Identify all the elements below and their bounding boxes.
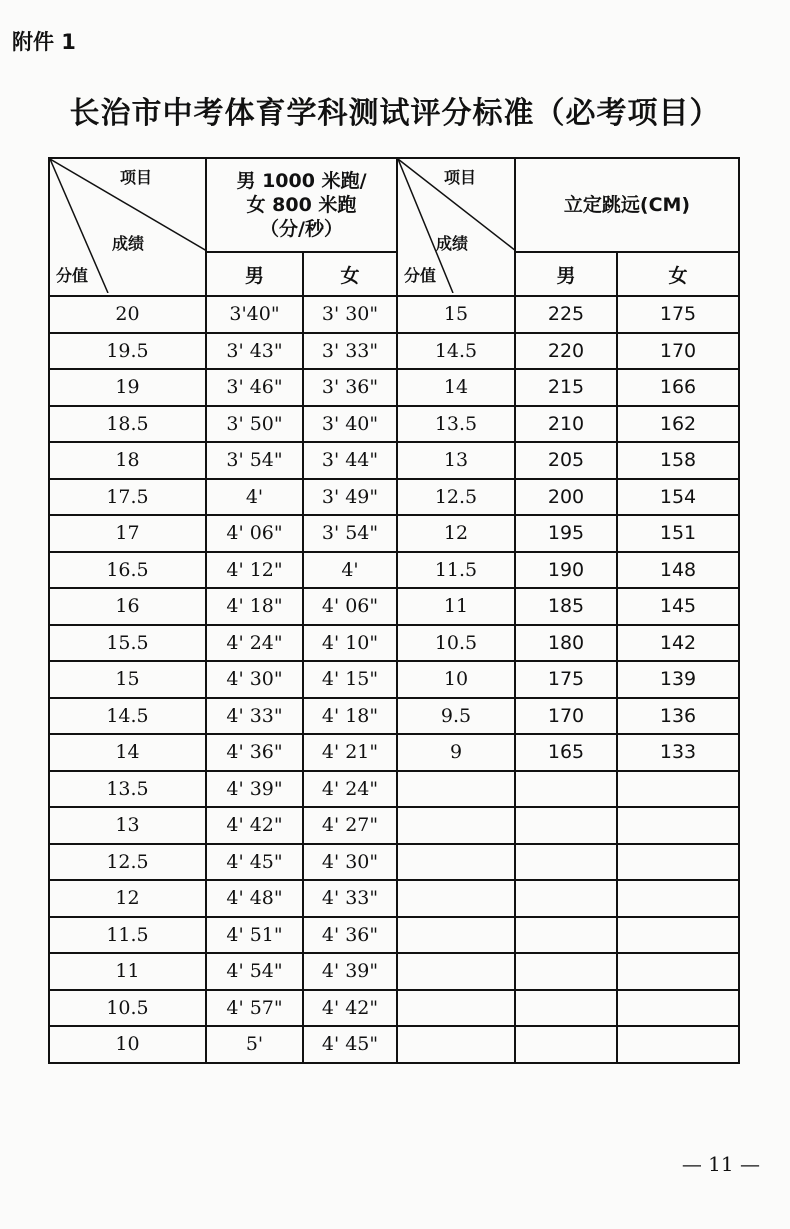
run-male-cell: 4' 45" [206, 844, 303, 881]
jump-female-cell [617, 844, 739, 881]
run-female-cell: 3' 33" [303, 333, 397, 370]
run-score-cell: 13 [49, 807, 206, 844]
table-row [49, 369, 739, 406]
run-diagonal-header [49, 158, 206, 296]
jump-female-header: 女 [617, 252, 739, 296]
run-score-cell: 16 [49, 588, 206, 625]
jump-score-cell: 11.5 [397, 552, 515, 589]
run-female-cell: 4' 33" [303, 880, 397, 917]
jump-female-cell: 136 [617, 698, 739, 735]
jump-score-cell [397, 1026, 515, 1063]
run-male-cell: 4' 57" [206, 990, 303, 1027]
item-label: 项目 [120, 168, 153, 187]
header-row [49, 158, 739, 252]
jump-male-cell [515, 917, 617, 954]
run-female-cell: 4' 30" [303, 844, 397, 881]
table-row [49, 552, 739, 589]
run-score-cell: 15 [49, 661, 206, 698]
jump-score-cell: 9 [397, 734, 515, 771]
run-female-cell: 3' 40" [303, 406, 397, 443]
jump-score-cell: 14 [397, 369, 515, 406]
table-row [49, 1026, 739, 1063]
jump-score-cell: 15 [397, 296, 515, 333]
run-female-cell: 3' 36" [303, 369, 397, 406]
jump-female-cell [617, 953, 739, 990]
table-row [49, 515, 739, 552]
jump-female-cell: 145 [617, 588, 739, 625]
jump-female-cell [617, 771, 739, 808]
run-male-cell: 4' 12" [206, 552, 303, 589]
jump-male-cell [515, 990, 617, 1027]
run-male-cell: 4' 51" [206, 917, 303, 954]
run-female-cell: 4' 36" [303, 917, 397, 954]
run-male-cell: 4' 36" [206, 734, 303, 771]
grade-label: 成绩 [436, 234, 469, 253]
run-female-cell: 3' 49" [303, 479, 397, 516]
table-row [49, 990, 739, 1027]
table-row [49, 917, 739, 954]
jump-male-cell [515, 771, 617, 808]
run-female-header: 女 [303, 252, 397, 296]
table-row [49, 698, 739, 735]
jump-female-cell: 139 [617, 661, 739, 698]
run-female-cell: 4' 18" [303, 698, 397, 735]
table-row [49, 807, 739, 844]
run-male-cell: 4' 06" [206, 515, 303, 552]
run-male-cell: 4' 48" [206, 880, 303, 917]
table-row [49, 880, 739, 917]
run-male-cell: 4' 24" [206, 625, 303, 662]
run-score-cell: 11 [49, 953, 206, 990]
jump-female-cell: 158 [617, 442, 739, 479]
jump-diagonal-header [397, 158, 515, 296]
run-male-cell: 5' [206, 1026, 303, 1063]
run-event-title: 男 1000 米跑/ 女 800 米跑 （分/秒） [206, 158, 397, 252]
jump-male-cell: 170 [515, 698, 617, 735]
jump-male-cell [515, 880, 617, 917]
page-number: — 11 — [681, 1152, 760, 1176]
run-score-cell: 16.5 [49, 552, 206, 589]
jump-male-cell: 165 [515, 734, 617, 771]
run-male-cell: 3' 54" [206, 442, 303, 479]
jump-score-cell: 13 [397, 442, 515, 479]
jump-female-cell [617, 917, 739, 954]
jump-score-cell: 9.5 [397, 698, 515, 735]
score-label: 分值 [56, 266, 89, 285]
jump-male-cell [515, 844, 617, 881]
jump-score-cell: 14.5 [397, 333, 515, 370]
jump-female-cell: 170 [617, 333, 739, 370]
jump-male-cell: 225 [515, 296, 617, 333]
run-male-cell: 4' 18" [206, 588, 303, 625]
run-score-cell: 14.5 [49, 698, 206, 735]
run-male-cell: 3' 43" [206, 333, 303, 370]
jump-male-cell: 215 [515, 369, 617, 406]
scoring-table [48, 157, 740, 1064]
run-male-cell: 3'40" [206, 296, 303, 333]
run-female-cell: 3' 54" [303, 515, 397, 552]
run-score-cell: 20 [49, 296, 206, 333]
run-male-header: 男 [206, 252, 303, 296]
jump-event-title: 立定跳远(CM) [515, 158, 739, 252]
table-row [49, 406, 739, 443]
run-female-cell: 4' [303, 552, 397, 589]
table-row [49, 333, 739, 370]
run-female-cell: 4' 10" [303, 625, 397, 662]
jump-female-cell [617, 1026, 739, 1063]
run-score-cell: 19.5 [49, 333, 206, 370]
run-score-cell: 11.5 [49, 917, 206, 954]
table-row [49, 625, 739, 662]
jump-male-cell [515, 807, 617, 844]
jump-male-cell: 205 [515, 442, 617, 479]
run-score-cell: 12.5 [49, 844, 206, 881]
jump-score-cell [397, 990, 515, 1027]
table-row [49, 953, 739, 990]
run-male-cell: 3' 46" [206, 369, 303, 406]
run-score-cell: 17.5 [49, 479, 206, 516]
jump-female-cell [617, 990, 739, 1027]
jump-male-header: 男 [515, 252, 617, 296]
run-score-cell: 18 [49, 442, 206, 479]
run-male-cell: 4' 39" [206, 771, 303, 808]
page-title: 长治市中考体育学科测试评分标准（必考项目） [69, 96, 721, 131]
run-female-cell: 4' 39" [303, 953, 397, 990]
jump-male-cell: 210 [515, 406, 617, 443]
jump-female-cell [617, 807, 739, 844]
annex-label: 附件 1 [12, 30, 76, 54]
run-female-cell: 4' 45" [303, 1026, 397, 1063]
run-male-cell: 4' 30" [206, 661, 303, 698]
run-female-cell: 3' 44" [303, 442, 397, 479]
run-female-cell: 4' 06" [303, 588, 397, 625]
table-row [49, 734, 739, 771]
jump-score-cell: 10 [397, 661, 515, 698]
jump-score-cell [397, 917, 515, 954]
run-score-cell: 19 [49, 369, 206, 406]
jump-female-cell: 175 [617, 296, 739, 333]
run-score-cell: 17 [49, 515, 206, 552]
jump-score-cell [397, 771, 515, 808]
jump-male-cell [515, 1026, 617, 1063]
jump-male-cell: 220 [515, 333, 617, 370]
jump-female-cell [617, 880, 739, 917]
run-male-cell: 4' 33" [206, 698, 303, 735]
jump-score-cell: 12.5 [397, 479, 515, 516]
run-female-cell: 4' 42" [303, 990, 397, 1027]
jump-female-cell: 142 [617, 625, 739, 662]
jump-female-cell: 166 [617, 369, 739, 406]
jump-male-cell: 185 [515, 588, 617, 625]
jump-male-cell: 200 [515, 479, 617, 516]
jump-score-cell: 10.5 [397, 625, 515, 662]
jump-male-cell: 190 [515, 552, 617, 589]
jump-female-cell: 133 [617, 734, 739, 771]
run-female-cell: 4' 27" [303, 807, 397, 844]
run-male-cell: 4' 42" [206, 807, 303, 844]
run-score-cell: 10.5 [49, 990, 206, 1027]
jump-score-cell: 11 [397, 588, 515, 625]
run-female-cell: 4' 15" [303, 661, 397, 698]
run-male-cell: 3' 50" [206, 406, 303, 443]
jump-female-cell: 148 [617, 552, 739, 589]
jump-male-cell: 180 [515, 625, 617, 662]
table-row [49, 771, 739, 808]
jump-male-cell: 175 [515, 661, 617, 698]
table-row [49, 296, 739, 333]
jump-score-cell: 12 [397, 515, 515, 552]
jump-female-cell: 154 [617, 479, 739, 516]
run-score-cell: 15.5 [49, 625, 206, 662]
run-score-cell: 10 [49, 1026, 206, 1063]
jump-score-cell [397, 953, 515, 990]
jump-score-cell [397, 844, 515, 881]
jump-score-cell: 13.5 [397, 406, 515, 443]
table-row [49, 442, 739, 479]
jump-female-cell: 151 [617, 515, 739, 552]
jump-female-cell: 162 [617, 406, 739, 443]
run-male-cell: 4' 54" [206, 953, 303, 990]
score-label: 分值 [404, 266, 437, 285]
run-score-cell: 13.5 [49, 771, 206, 808]
run-female-cell: 4' 24" [303, 771, 397, 808]
run-score-cell: 14 [49, 734, 206, 771]
grade-label: 成绩 [112, 234, 145, 253]
jump-male-cell: 195 [515, 515, 617, 552]
run-male-cell: 4' [206, 479, 303, 516]
table-row [49, 661, 739, 698]
table-row [49, 479, 739, 516]
item-label: 项目 [444, 168, 477, 187]
table-row [49, 844, 739, 881]
jump-score-cell [397, 880, 515, 917]
run-female-cell: 4' 21" [303, 734, 397, 771]
jump-score-cell [397, 807, 515, 844]
table-row [49, 588, 739, 625]
run-score-cell: 18.5 [49, 406, 206, 443]
jump-male-cell [515, 953, 617, 990]
run-female-cell: 3' 30" [303, 296, 397, 333]
run-score-cell: 12 [49, 880, 206, 917]
